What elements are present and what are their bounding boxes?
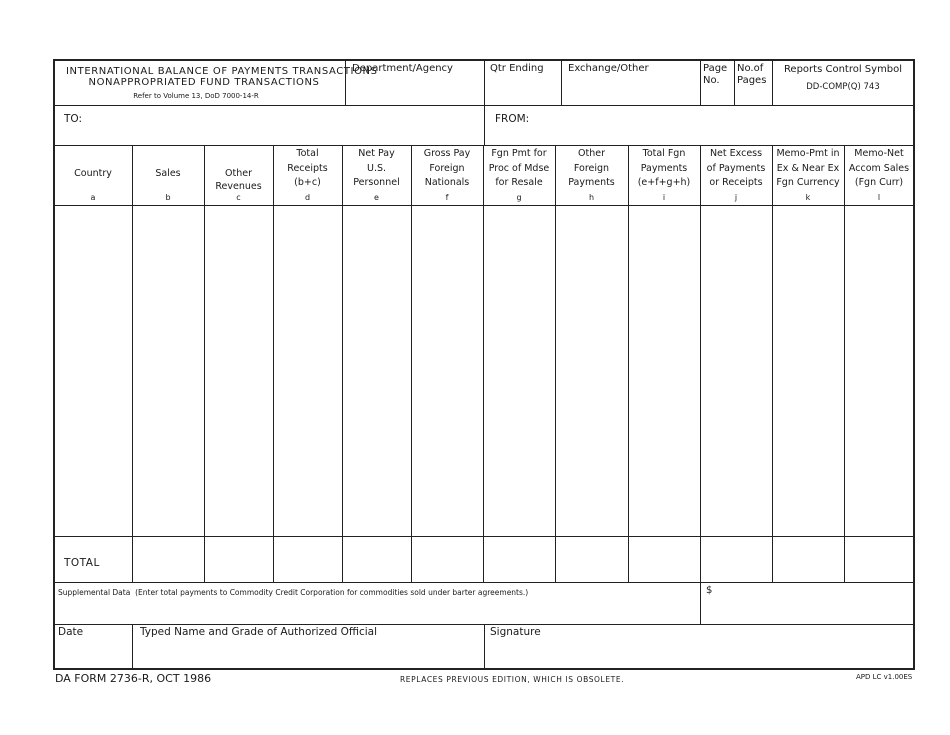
column-header-line: (e+f+g+h) bbox=[637, 177, 691, 188]
column-header-line: Memo-Pmt in bbox=[776, 148, 840, 159]
version-label: APD LC v1.00ES bbox=[856, 673, 913, 681]
data-cell-a[interactable] bbox=[56, 207, 130, 534]
no-of-pages-label-1: No.of bbox=[737, 63, 764, 74]
divider bbox=[54, 582, 914, 583]
column-letter: g bbox=[516, 193, 522, 202]
department-agency-field[interactable] bbox=[346, 76, 484, 105]
column-letter: f bbox=[445, 193, 449, 202]
column-letter: j bbox=[734, 193, 738, 202]
column-header-l bbox=[844, 147, 914, 191]
form-title-line1: INTERNATIONAL BALANCE OF PAYMENTS TRANSACTIONS bbox=[66, 66, 378, 77]
column-header-j bbox=[700, 147, 772, 191]
column-header-h bbox=[555, 147, 628, 191]
data-cell-g[interactable] bbox=[485, 207, 553, 534]
supplemental-amount-field[interactable] bbox=[715, 584, 912, 622]
data-cell-f[interactable] bbox=[413, 207, 481, 534]
data-cell-b[interactable] bbox=[134, 207, 202, 534]
data-cell-j[interactable] bbox=[702, 207, 770, 534]
divider bbox=[54, 145, 914, 146]
column-header-line: for Resale bbox=[495, 177, 543, 188]
column-letter: d bbox=[304, 193, 311, 202]
column-header-line: Total bbox=[296, 148, 319, 159]
column-header-a bbox=[54, 167, 132, 182]
column-header-b bbox=[132, 167, 204, 182]
column-divider bbox=[411, 145, 412, 582]
divider bbox=[132, 624, 133, 669]
total-label: TOTAL bbox=[64, 557, 100, 569]
divider bbox=[700, 582, 701, 624]
column-letter: c bbox=[236, 193, 241, 202]
column-divider bbox=[483, 145, 484, 582]
column-header-line: Other bbox=[578, 148, 605, 159]
column-header-line: Net Excess bbox=[709, 148, 763, 159]
column-header-k bbox=[772, 147, 844, 191]
exchange-other-label: Exchange/Other bbox=[568, 63, 649, 74]
signature-label: Signature bbox=[490, 626, 541, 638]
column-header-line: Sales bbox=[155, 168, 181, 179]
column-divider bbox=[628, 145, 629, 582]
column-header-line: Payments bbox=[568, 177, 615, 188]
signature-field[interactable] bbox=[486, 640, 912, 668]
typed-name-grade-label: Typed Name and Grade of Authorized Official bbox=[140, 626, 378, 638]
column-header-line: (b+c) bbox=[294, 177, 321, 188]
qtr-ending-label: Qtr Ending bbox=[490, 63, 544, 74]
column-divider bbox=[204, 145, 205, 582]
data-cell-d[interactable] bbox=[275, 207, 340, 534]
column-header-line: Accom Sales bbox=[848, 162, 910, 174]
divider bbox=[734, 60, 735, 105]
column-divider bbox=[273, 145, 274, 582]
no-of-pages-label-2: Pages bbox=[737, 75, 767, 86]
data-cell-e[interactable] bbox=[344, 207, 409, 534]
data-cell-k[interactable] bbox=[774, 207, 842, 534]
to-field[interactable] bbox=[100, 107, 482, 144]
column-letter: i bbox=[662, 193, 666, 202]
total-cell-i[interactable] bbox=[630, 538, 698, 580]
column-header-line: Fgn Pmt for bbox=[491, 148, 547, 159]
data-cell-h[interactable] bbox=[557, 207, 626, 534]
to-label: TO: bbox=[64, 113, 83, 125]
column-letter: a bbox=[90, 193, 96, 202]
column-header-i bbox=[628, 147, 700, 191]
page-no-label-2: No. bbox=[703, 75, 720, 86]
divider bbox=[700, 60, 701, 105]
total-cell-g[interactable] bbox=[485, 538, 553, 580]
form-id: DA FORM 2736-R, OCT 1986 bbox=[55, 672, 212, 685]
column-header-line: Revenues bbox=[215, 180, 262, 192]
column-header-f bbox=[411, 147, 483, 191]
column-header-line: Personnel bbox=[353, 177, 400, 188]
column-letter: e bbox=[374, 193, 379, 202]
column-divider bbox=[772, 145, 773, 582]
column-header-line: Foreign bbox=[429, 162, 465, 174]
reports-control-symbol-label: Reports Control Symbol bbox=[783, 64, 903, 75]
typed-name-grade-field[interactable] bbox=[134, 640, 482, 668]
column-header-line: Receipts bbox=[287, 162, 328, 174]
column-header-line: Nationals bbox=[424, 177, 470, 188]
page-no-label-1: Page bbox=[703, 63, 728, 74]
total-cell-j[interactable] bbox=[702, 538, 770, 580]
total-cell-h[interactable] bbox=[557, 538, 626, 580]
column-divider bbox=[844, 145, 845, 582]
column-header-line: Payments bbox=[640, 162, 688, 174]
column-header-line: Other bbox=[225, 168, 252, 179]
column-letter: b bbox=[165, 193, 171, 202]
divider bbox=[484, 624, 485, 669]
divider bbox=[54, 205, 914, 206]
divider bbox=[484, 105, 485, 145]
column-header-c bbox=[204, 167, 273, 194]
column-header-line: Total Fgn bbox=[642, 148, 686, 159]
column-header-line: Ex & Near Ex bbox=[776, 162, 840, 174]
exchange-other-field[interactable] bbox=[562, 76, 700, 105]
column-header-line: of Payments bbox=[706, 162, 766, 174]
column-header-line: Memo-Net bbox=[854, 148, 904, 159]
divider bbox=[54, 536, 914, 537]
column-letter: h bbox=[588, 193, 595, 202]
column-divider bbox=[132, 145, 133, 582]
column-header-line: U.S. bbox=[366, 162, 387, 174]
column-header-e bbox=[342, 147, 411, 191]
replaces-notice: REPLACES PREVIOUS EDITION, WHICH IS OBSOLETE. bbox=[400, 675, 625, 684]
column-header-g bbox=[483, 147, 555, 191]
column-header-line: (Fgn Curr) bbox=[854, 177, 904, 188]
dollar-sign: $ bbox=[706, 585, 713, 596]
data-cell-l[interactable] bbox=[846, 207, 912, 534]
from-label: FROM: bbox=[495, 113, 530, 125]
date-label: Date bbox=[58, 626, 84, 638]
total-cell-d[interactable] bbox=[275, 538, 340, 580]
total-cell-c[interactable] bbox=[206, 538, 271, 580]
column-divider bbox=[555, 145, 556, 582]
qtr-ending-field[interactable] bbox=[485, 76, 561, 105]
form-title-line2: NONAPPROPRIATED FUND TRANSACTIONS bbox=[88, 77, 320, 88]
data-cell-i[interactable] bbox=[630, 207, 698, 534]
column-header-line: Foreign bbox=[573, 162, 610, 174]
total-cell-k[interactable] bbox=[774, 538, 842, 580]
data-cell-c[interactable] bbox=[206, 207, 271, 534]
total-cell-b[interactable] bbox=[134, 538, 202, 580]
column-header-line: Gross Pay bbox=[423, 148, 471, 159]
column-letter: l bbox=[877, 193, 881, 202]
column-header-line: Fgn Currency bbox=[776, 177, 840, 188]
department-agency-label: Department/Agency bbox=[352, 63, 453, 74]
from-field[interactable] bbox=[540, 107, 912, 144]
column-header-line: or Receipts bbox=[709, 177, 763, 188]
supplemental-data-title: Supplemental Data bbox=[58, 588, 131, 597]
column-header-line: Proc of Mdse bbox=[488, 162, 550, 174]
total-cell-e[interactable] bbox=[344, 538, 409, 580]
supplemental-data-note: (Enter total payments to Commodity Credit Corporation for commodities sold under barter agreements.) bbox=[135, 588, 529, 597]
column-header-d bbox=[273, 147, 342, 191]
column-divider bbox=[700, 145, 701, 582]
date-field[interactable] bbox=[56, 640, 130, 668]
column-header-line: Country bbox=[74, 168, 112, 179]
column-header-line: Net Pay bbox=[358, 148, 395, 159]
supplemental-data-label bbox=[58, 588, 528, 597]
column-letter: k bbox=[805, 193, 811, 202]
total-cell-f[interactable] bbox=[413, 538, 481, 580]
total-cell-l[interactable] bbox=[846, 538, 912, 580]
column-divider bbox=[342, 145, 343, 582]
reports-control-symbol-value: DD-COMP(Q) 743 bbox=[806, 82, 880, 92]
form-reference: Refer to Volume 13, DoD 7000-14-R bbox=[133, 92, 259, 100]
